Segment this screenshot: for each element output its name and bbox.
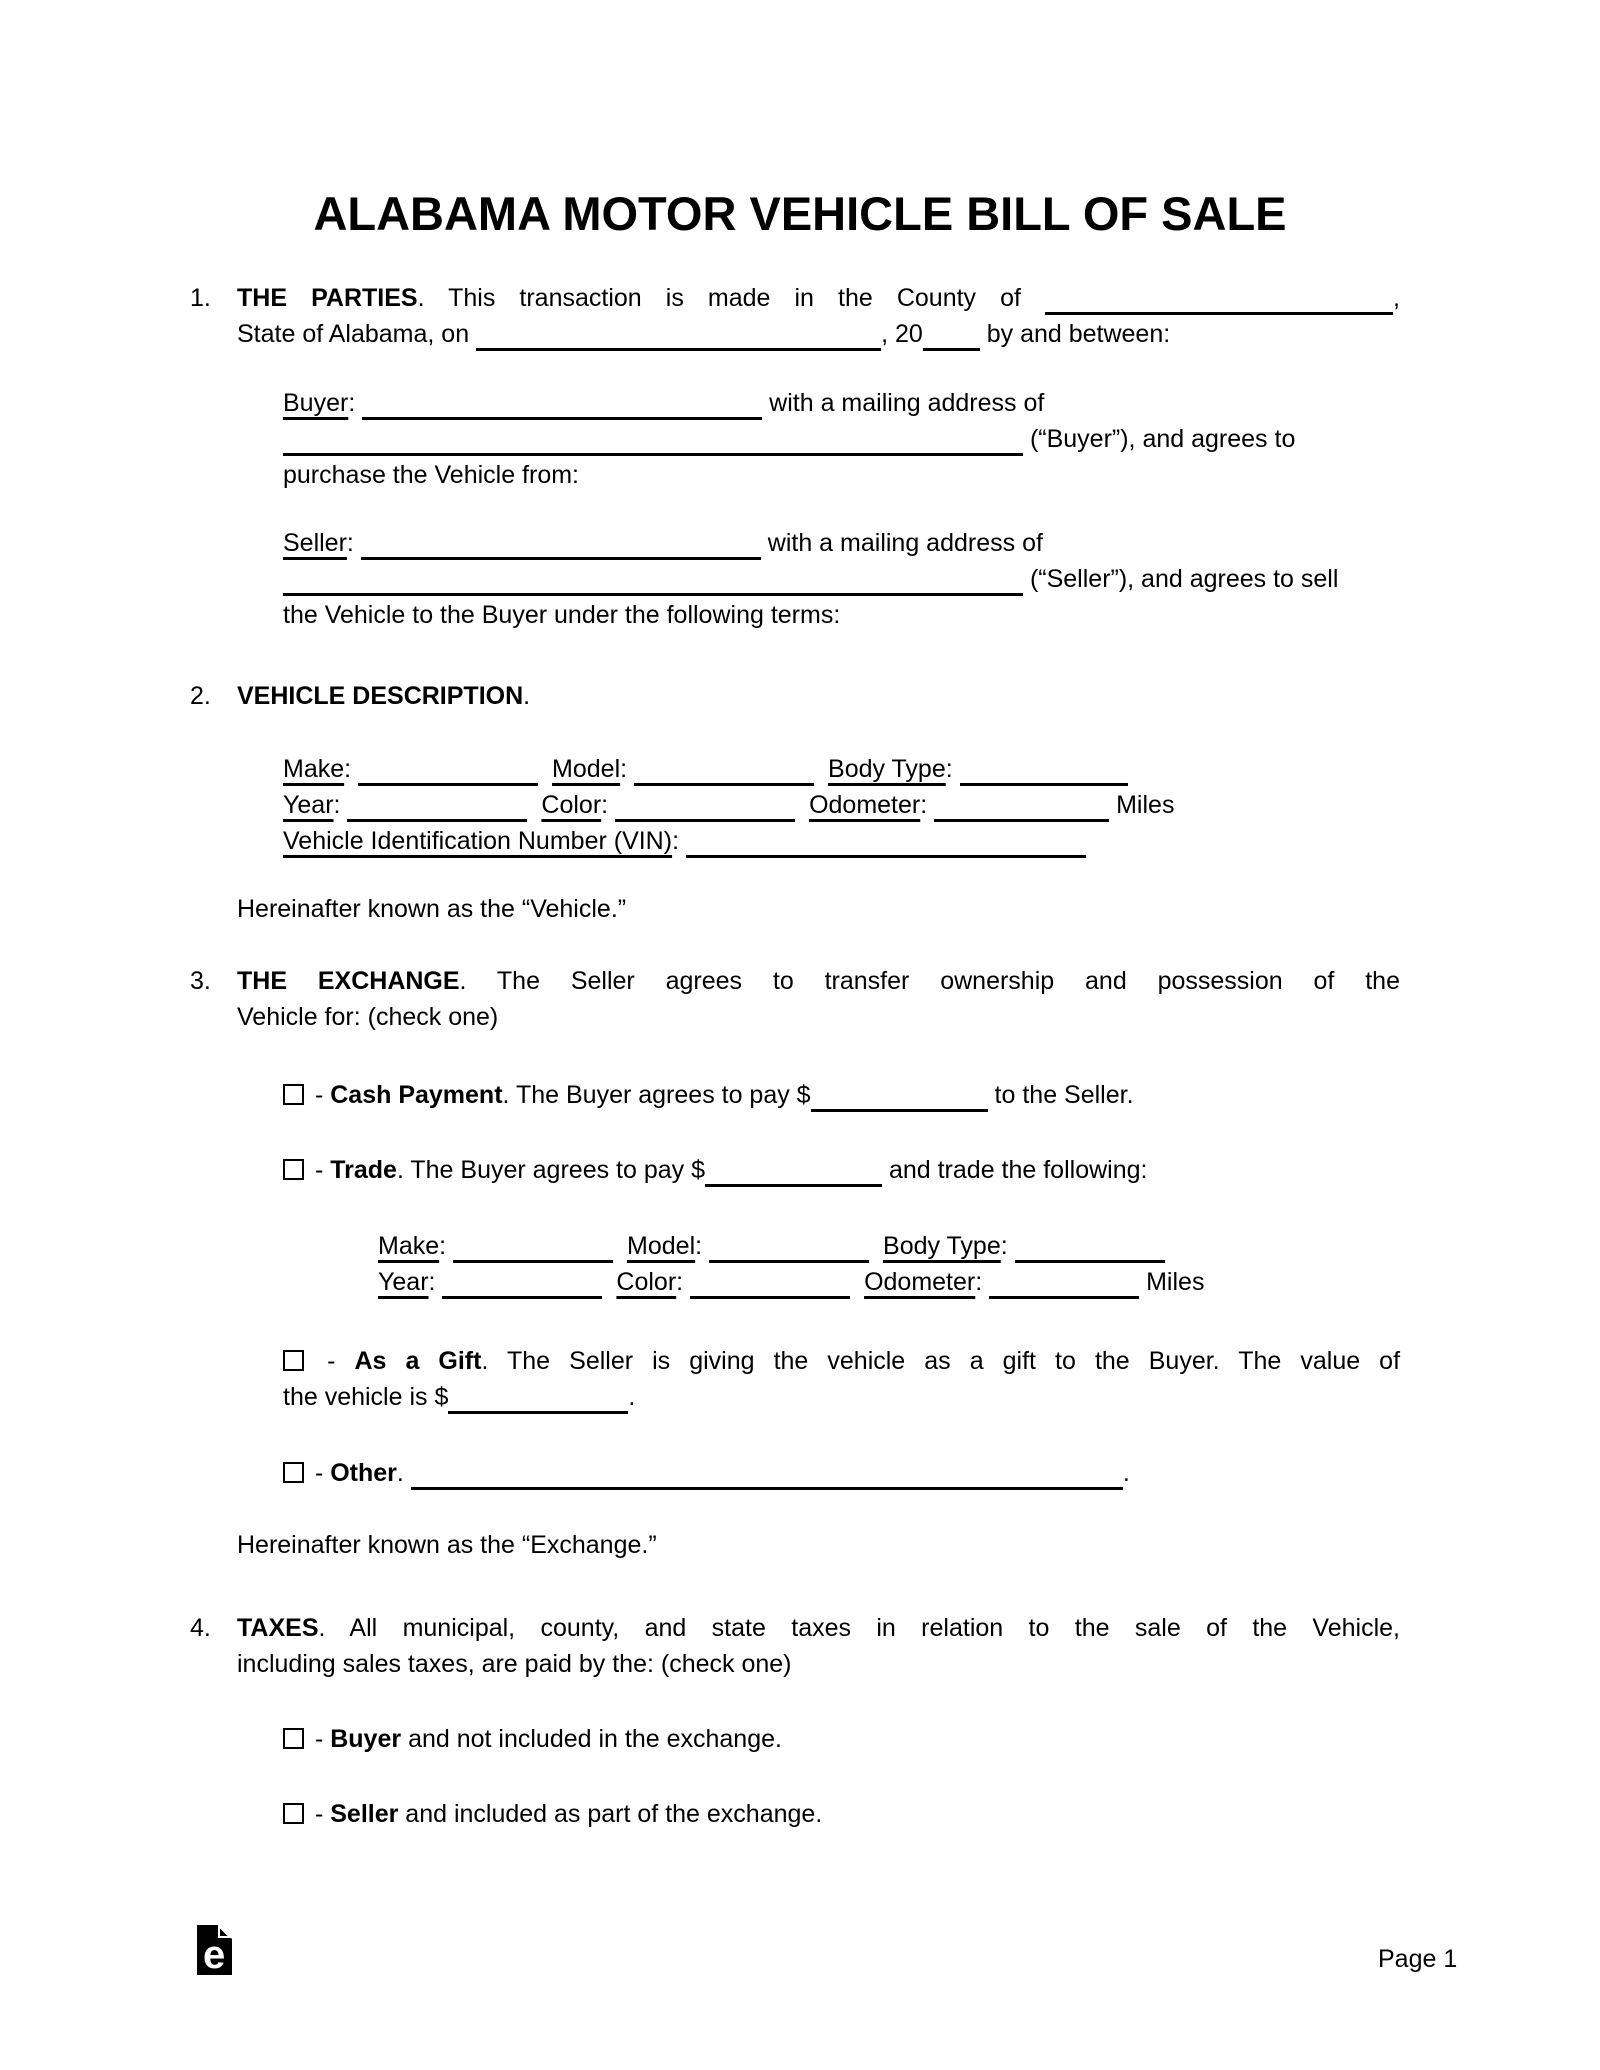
trade-model-blank[interactable] [709,1248,869,1263]
exchange-heading: THE EXCHANGE [237,967,460,995]
gift-label: As a Gift [354,1347,482,1375]
vehicle-description-heading: VEHICLE DESCRIPTION [237,682,524,710]
document-title: ALABAMA MOTOR VEHICLE BILL OF SALE [313,187,1287,240]
year-field-blank[interactable] [347,807,527,822]
hereinafter-exchange: Hereinafter known as the “Exchange.” [237,1531,657,1559]
other-checkbox[interactable] [283,1462,304,1483]
trade-odometer-blank[interactable] [989,1284,1139,1299]
trade-model-label: Model [627,1232,696,1260]
color-label: Color [541,791,602,819]
trade-odometer-label: Odometer [864,1268,976,1296]
taxes-seller-label: Seller [330,1800,399,1828]
trade-make-blank[interactable] [453,1248,613,1263]
section-exchange: 3. THE EXCHANGE. The Seller agrees to transfer ownership and possession of the Vehicle for: (check one) [237,963,1400,1035]
svg-text:e: e [203,1933,226,1975]
taxes-buyer-option: - Buyer and not included in the exchange. [283,1721,1400,1757]
seller-paragraph: Seller: with a mailing address of (“Seller”), and agrees to sell the Vehicle to the Buyer under the following terms: [283,529,1339,629]
trade-body-type-blank[interactable] [1015,1248,1165,1263]
buyer-address-blank[interactable] [283,441,1023,456]
trade-year-blank[interactable] [442,1284,602,1299]
document-icon [197,1925,232,1975]
buyer-name-blank[interactable] [362,405,762,420]
odometer-blank[interactable] [934,807,1109,822]
gift-option: - As a Gift. The Seller is giving the vehicle as a gift to the Buyer. The value of the vehicle is $ . [283,1343,1400,1415]
color-blank[interactable] [615,807,795,822]
parties-line-2: State of Alabama, on , 20 by and between: [237,316,1400,352]
taxes-seller-option: - Seller and included as part of the exchange. [283,1796,1400,1832]
trade-body-type-label: Body Type [883,1232,1001,1260]
odometer-label: Odometer [809,791,921,819]
section-number-2: 2. [190,682,211,710]
cash-amount-blank[interactable] [811,1097,988,1112]
parties-heading: THE PARTIES [237,284,418,312]
date-blank[interactable] [476,336,881,351]
page-number: Page 1 [1378,1945,1458,1973]
section-vehicle-description: 2. VEHICLE DESCRIPTION. [237,678,1400,714]
taxes-heading: TAXES [237,1614,319,1642]
vin-label: Vehicle Identification Number (VIN) [283,827,673,855]
taxes-buyer-label: Buyer [330,1725,402,1753]
trade-vehicle-fields: Make: Model: Body Type: Year: Color: Odometer: Miles [378,1228,1400,1300]
seller-label: Seller [283,529,347,557]
section-parties [190,280,1400,352]
seller-name-blank[interactable] [361,545,761,560]
seller-address-blank[interactable] [283,581,1023,596]
trade-label: Trade [330,1156,397,1184]
section-number-3: 3. [190,967,211,995]
vin-blank[interactable] [686,843,1086,858]
taxes-seller-checkbox[interactable] [283,1803,304,1824]
trade-color-label: Color [616,1268,677,1296]
model-label: Model [552,755,621,783]
cash-payment-checkbox[interactable] [283,1084,304,1105]
hereinafter-vehicle: Hereinafter known as the “Vehicle.” [237,895,627,923]
trade-miles-label: Miles [1146,1268,1205,1296]
cash-payment-label: Cash Payment [330,1081,503,1109]
section-number-1: 1. [190,284,211,312]
make-label: Make [283,755,345,783]
miles-label: Miles [1116,791,1175,819]
model-blank[interactable] [634,771,814,786]
trade-amount-blank[interactable] [705,1172,882,1187]
eforms-logo [197,1925,232,1975]
trade-make-label: Make [378,1232,440,1260]
trade-checkbox[interactable] [283,1159,304,1180]
cash-payment-option: - Cash Payment. The Buyer agrees to pay $ to the Seller. [283,1077,1400,1113]
section-number-4: 4. [190,1614,211,1642]
county-blank[interactable] [1045,300,1393,315]
gift-checkbox[interactable] [283,1350,304,1371]
trade-option: - Trade. The Buyer agrees to pay $ and trade the following: [283,1152,1400,1188]
body-type-label: Body Type [828,755,946,783]
make-blank[interactable] [358,771,538,786]
year-label: Year [283,791,334,819]
year-blank[interactable] [923,336,980,351]
trade-year-label: Year [378,1268,429,1296]
gift-amount-blank[interactable] [448,1399,628,1414]
other-label: Other [330,1459,397,1487]
other-blank[interactable] [411,1475,1123,1490]
vehicle-fields: Make: Model: Body Type: Year: Color: Odometer: Miles Vehicle Identification Number (VIN): [283,751,1400,859]
buyer-label: Buyer [283,389,349,417]
section-taxes: 4. TAXES. All municipal, county, and state taxes in relation to the sale of the Vehicle, including sales taxes, are paid by the: (check one) [237,1610,1400,1682]
trade-color-blank[interactable] [690,1284,850,1299]
other-option: - Other. . [283,1455,1400,1491]
taxes-buyer-checkbox[interactable] [283,1728,304,1749]
buyer-paragraph: Buyer: with a mailing address of (“Buyer”), and agrees to purchase the Vehicle from: [283,389,1296,489]
body-type-blank[interactable] [960,771,1128,786]
parties-line-1: THE PARTIES. This transaction is made in the County of , [237,280,1400,316]
